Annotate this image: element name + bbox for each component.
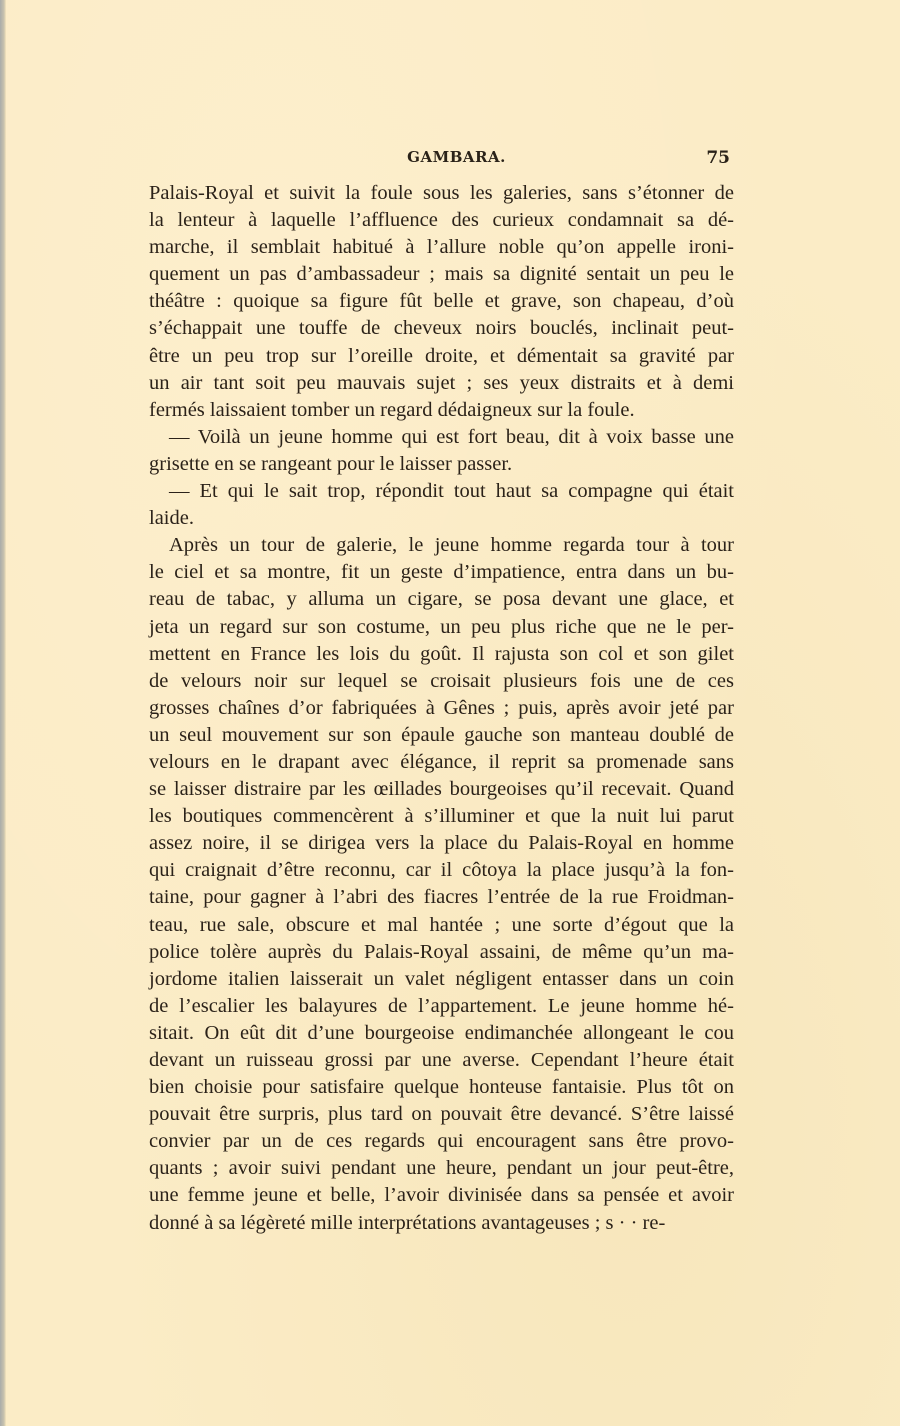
page-header: [149, 148, 734, 172]
running-title: GAMBARA.: [407, 148, 506, 166]
text-line: velours en le drapant avec élégance, il reprit sa promenade sans: [149, 750, 734, 773]
text-line: jordome italien laisserait un valet négligent entasser dans un coin: [149, 967, 734, 990]
text-line: taine, pour gagner à l’abri des fiacres l’entrée de la rue Froidman-: [149, 886, 734, 909]
book-page: [6, 0, 900, 1426]
text-line: le ciel et sa montre, fit un geste d’impatience, entra dans un bu-: [149, 561, 734, 584]
text-line: être un peu trop sur l’oreille droite, et démentait sa gravité par: [149, 344, 734, 367]
text-line: marche, il semblait habitué à l’allure noble qu’on appelle ironi-: [149, 236, 734, 259]
text-line: donné à sa légèreté mille interprétations avantageuses ; s · · re-: [149, 1211, 666, 1234]
text-line: un seul mouvement sur son épaule gauche son manteau doublé de: [149, 723, 734, 746]
text-line: convier par un de ces regards qui encouragent sans être provo-: [149, 1130, 734, 1153]
text-line: Après un tour de galerie, le jeune homme regarda tour à tour: [169, 534, 734, 557]
text-line: laide.: [149, 507, 194, 530]
text-line: de velours noir sur lequel se croisait plusieurs fois une de ces: [149, 669, 734, 692]
paragraph: [149, 532, 734, 1236]
text-line: la lenteur à laquelle l’affluence des curieux condamnait sa dé-: [149, 209, 734, 232]
body-text: [149, 180, 734, 1237]
paragraph: [149, 424, 734, 478]
paragraph: [149, 180, 734, 424]
text-line: théâtre : quoique sa figure fût belle et grave, son chapeau, d’où: [149, 290, 734, 313]
text-line: quement un pas d’ambassadeur ; mais sa dignité sentait un peu le: [149, 263, 734, 286]
text-line: teau, rue sale, obscure et mal hantée ; une sorte d’égout que la: [149, 913, 734, 936]
text-line: bien choisie pour satisfaire quelque honteuse fantaisie. Plus tôt on: [149, 1076, 734, 1099]
text-line: — Et qui le sait trop, répondit tout haut sa compagne qui était: [169, 480, 734, 503]
text-line: assez noire, il se dirigea vers la place du Palais-Royal en homme: [149, 832, 734, 855]
page-number: 75: [706, 148, 730, 168]
text-line: Palais-Royal et suivit la foule sous les galeries, sans s’étonner de: [149, 182, 734, 204]
text-line: une femme jeune et belle, l’avoir divinisée dans sa pensée et avoir: [149, 1184, 734, 1207]
text-line: se laisser distraire par les œillades bourgeoises qu’il recevait. Quand: [149, 778, 734, 801]
text-line: quants ; avoir suivi pendant une heure, pendant un jour peut-être,: [149, 1157, 734, 1180]
text-line: les boutiques commencèrent à s’illuminer et que la nuit lui parut: [149, 805, 734, 828]
text-line: s’échappait une touffe de cheveux noirs bouclés, inclinait peut-: [149, 317, 734, 340]
text-line: de l’escalier les balayures de l’appartement. Le jeune homme hé-: [149, 994, 734, 1017]
text-line: un air tant soit peu mauvais sujet ; ses yeux distraits et à demi: [149, 371, 734, 394]
text-line: fermés laissaient tomber un regard dédaigneux sur la foule.: [149, 398, 635, 421]
text-line: mettent en France les lois du goût. Il rajusta son col et son gilet: [149, 642, 734, 665]
text-line: grisette en se rangeant pour le laisser passer.: [149, 452, 513, 475]
text-line: qui craignait d’être reconnu, car il côtoya la place jusqu’à la fon-: [149, 859, 734, 882]
text-line: — Voilà un jeune homme qui est fort beau, dit à voix basse une: [169, 425, 734, 448]
text-line: jeta un regard sur son costume, un peu plus riche que ne le per-: [149, 615, 734, 638]
text-line: sitait. On eût dit d’une bourgeoise endimanchée allongeant le cou: [149, 1021, 734, 1044]
text-line: devant un ruisseau grossi par une averse. Cependant l’heure était: [149, 1049, 734, 1071]
paragraph: [149, 478, 734, 532]
text-line: pouvait être surpris, plus tard on pouvait être devancé. S’être laissé: [149, 1103, 734, 1126]
text-line: police tolère auprès du Palais-Royal assaini, de même qu’un ma-: [149, 940, 734, 963]
text-line: reau de tabac, y alluma un cigare, se posa devant une glace, et: [149, 588, 734, 611]
text-line: grosses chaînes d’or fabriquées à Gênes ; puis, après avoir jeté par: [149, 696, 734, 719]
